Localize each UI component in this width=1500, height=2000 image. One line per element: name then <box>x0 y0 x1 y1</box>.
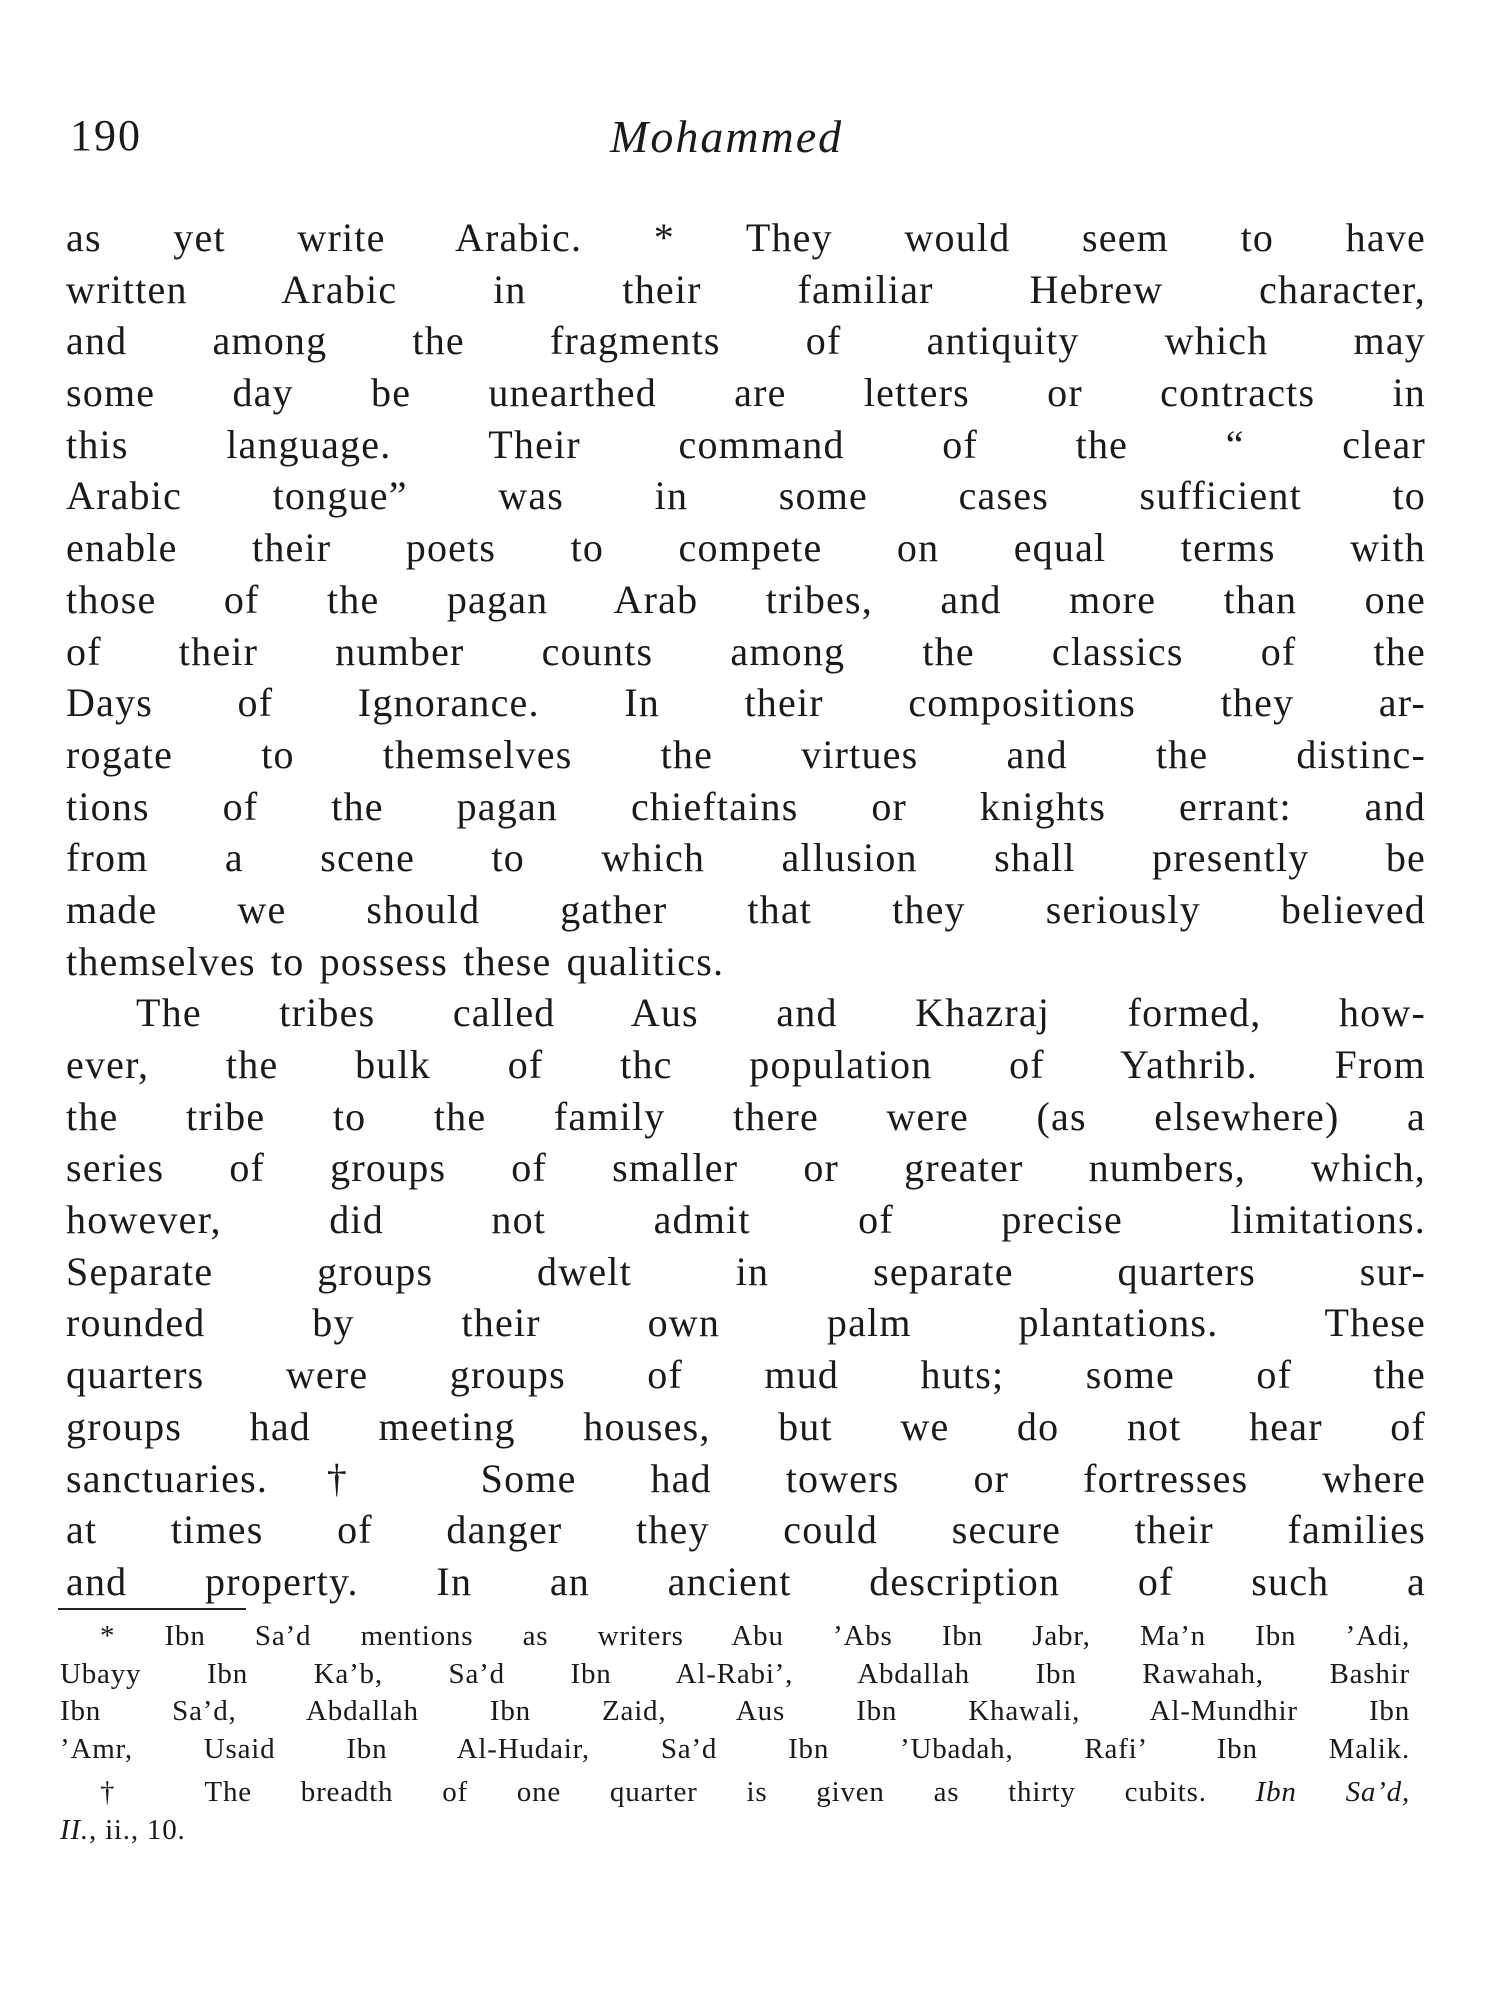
footnote-line: Ibn Sa’d, Abdallah Ibn Zaid, Aus Ibn Khawali, Al-Mundhir Ibn <box>60 1695 1410 1727</box>
text-line: and property. In an ancient description of such a <box>66 1558 1426 1604</box>
text-line: ever, the bulk of thc population of Yathrib. From <box>66 1042 1426 1087</box>
text-line: and among the fragments of antiquity which may <box>66 318 1426 364</box>
text-line: as yet write Arabic. * They would seem to have <box>66 215 1426 260</box>
footnote-line: ’Amr, Usaid Ibn Al-Hudair, Sa’d Ibn ’Ubadah, Rafi’ Ibn Malik. <box>60 1732 1410 1765</box>
running-title: Mohammed <box>610 111 844 162</box>
footnote-citation: Ibn Sa’d, <box>1255 1776 1410 1808</box>
text-line: at times of danger they could secure their families <box>66 1507 1426 1553</box>
text-line: some day be unearthed are letters or contracts in <box>66 370 1426 416</box>
footnote-line <box>60 1812 1410 1850</box>
footnote-citation-volume: II. <box>60 1813 89 1846</box>
footnote-line: * Ibn Sa’d mentions as writers Abu ’Abs Ibn Jabr, Ma’n Ibn ’Adi, <box>100 1620 1410 1652</box>
text-line: from a scene to which allusion shall presently be <box>66 835 1426 881</box>
text-line: Separate groups dwelt in separate quarters sur- <box>66 1248 1426 1294</box>
text-line: themselves to possess these qualitics. <box>66 938 725 984</box>
footnote-tail: , ii., 10. <box>88 1813 186 1846</box>
footnote-line: Ubayy Ibn Ka’b, Sa’d Ibn Al-Rabi’, Abdallah Ibn Rawahah, Bashir <box>60 1657 1410 1690</box>
text-line: made we should gather that they seriously believed <box>66 886 1426 932</box>
running-head <box>70 110 1430 170</box>
text-line: the tribe to the family there were (as elsewhere) a <box>66 1093 1426 1139</box>
footnote-rule <box>58 1608 246 1610</box>
text-line: rogate to themselves the virtues and the distinc- <box>66 731 1426 777</box>
page-number: 190 <box>70 111 142 160</box>
text-line: quarters were groups of mud huts; some of the <box>66 1352 1426 1398</box>
text-line: this language. Their command of the “ clear <box>66 421 1426 467</box>
text-line: those of the pagan Arab tribes, and more than one <box>66 576 1426 622</box>
text-line: however, did not admit of precise limitations. <box>66 1197 1426 1243</box>
text-line: of their number counts among the classics of the <box>66 628 1426 674</box>
footnote-line <box>60 1774 1410 1812</box>
footnotes <box>60 1618 1410 1849</box>
text-line: series of groups of smaller or greater numbers, which, <box>66 1145 1426 1191</box>
footnote-text: † The breadth of one quarter is given as thirty cubits. <box>100 1776 1207 1808</box>
text-line: groups had meeting houses, but we do not hear of <box>66 1403 1426 1449</box>
text-line: sanctuaries.† Some had towers or fortresses where <box>66 1455 1426 1501</box>
text-line: tions of the pagan chieftains or knights errant: and <box>66 783 1426 829</box>
text-line: Arabic tongue” was in some cases sufficient to <box>66 473 1426 519</box>
text-line: rounded by their own palm plantations. These <box>66 1300 1426 1346</box>
text-line: The tribes called Aus and Khazraj formed, how- <box>136 990 1426 1036</box>
text-line: Days of Ignorance. In their compositions they ar- <box>66 680 1426 726</box>
text-line: written Arabic in their familiar Hebrew character, <box>66 266 1426 312</box>
text-line: enable their poets to compete on equal terms with <box>66 525 1426 571</box>
body-text <box>66 212 1426 1608</box>
